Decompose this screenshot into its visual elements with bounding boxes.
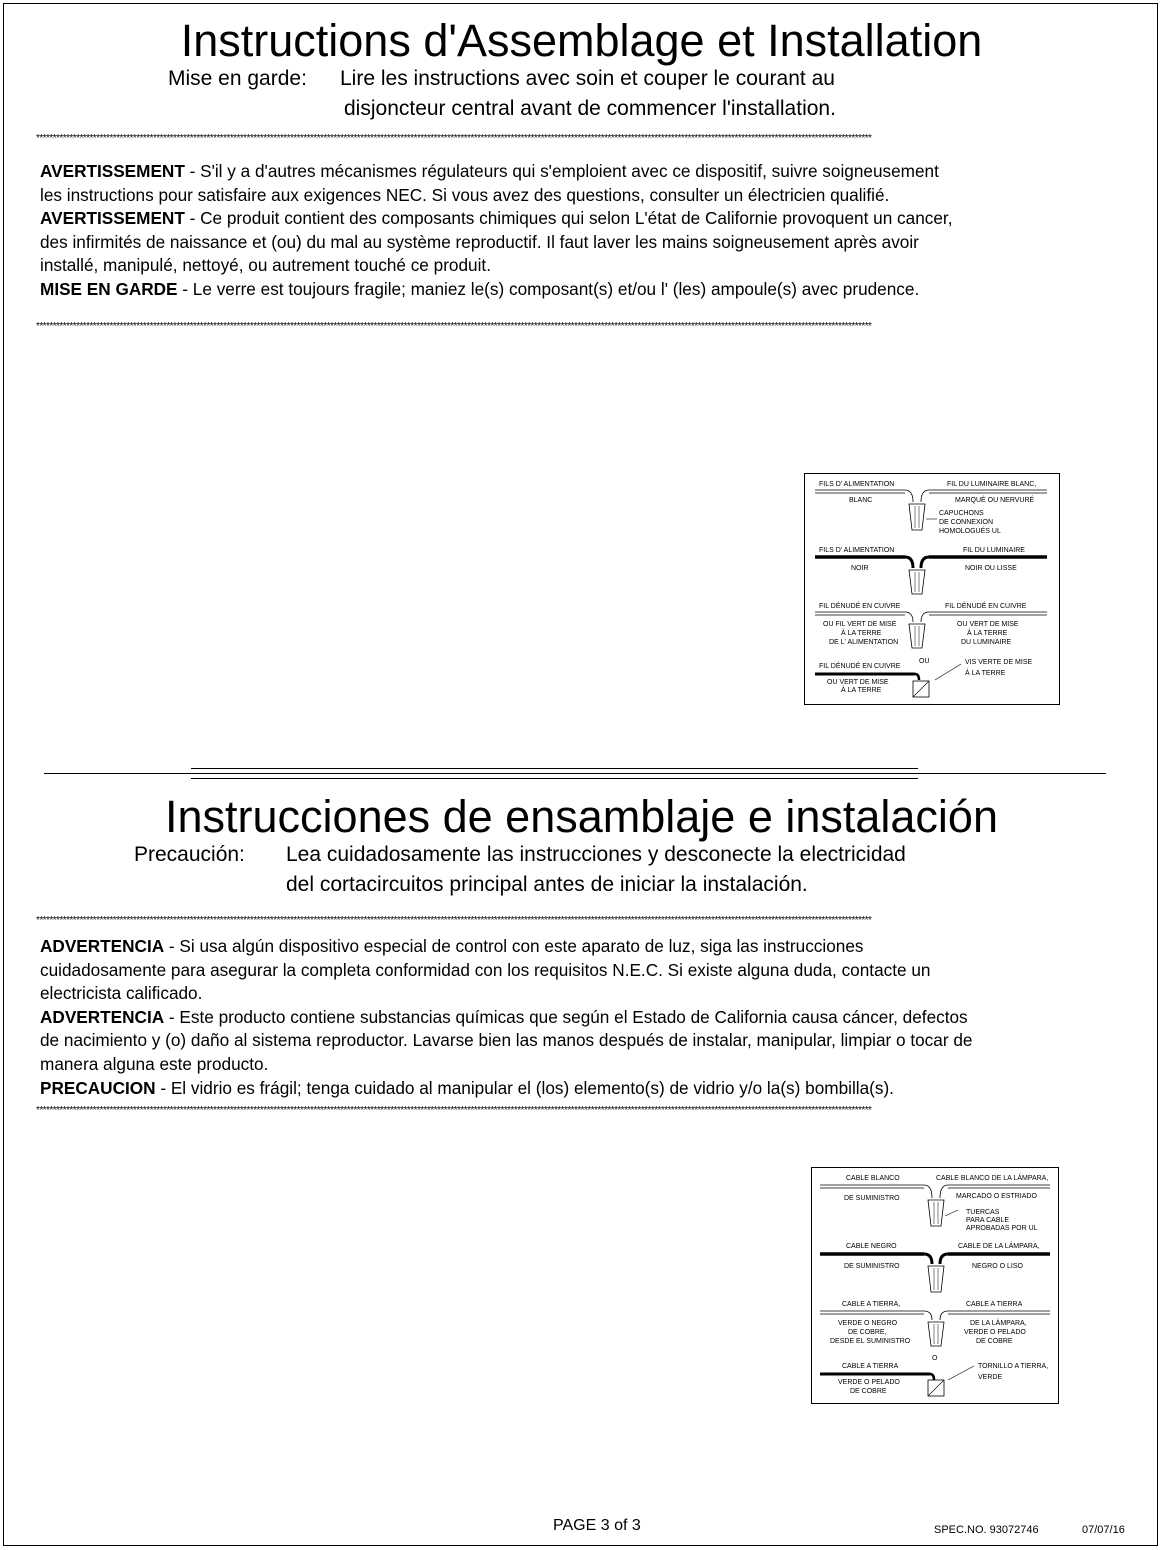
diagram-label: FIL DU LUMINAIRE [963, 547, 1025, 554]
spanish-title: Instrucciones de ensamblaje e instalación [165, 791, 998, 842]
diagram-label: OU [919, 658, 930, 665]
diagram-label: PARA CABLE [966, 1217, 1010, 1224]
diagram-label: VERDE O PELADO [838, 1379, 900, 1386]
diagram-label: DE L' ALIMENTATION [829, 639, 899, 646]
french-caution-label: Mise en garde: [168, 67, 307, 90]
diagram-label: CABLE BLANCO [846, 1175, 900, 1182]
spanish-caution2-label: PRECAUCION [40, 1077, 156, 1098]
diagram-label: CABLE A TIERRA, [842, 1301, 901, 1308]
diagram-label: OU VERT DE MISE [827, 679, 889, 686]
diagram-label: DU LUMINAIRE [961, 639, 1012, 646]
french-warning2-line2: des infirmités de naissance et (ou) du mal au système reproductif. Il faut laver les mains soigneusement après avoir [40, 231, 919, 252]
diagram-label: FILS D' ALIMENTATION [819, 481, 895, 488]
diagram-label: OU FIL VERT DE MISE [823, 621, 897, 628]
diagram-label: FIL DU LUMINAIRE BLANC, [947, 481, 1037, 488]
diagram-label: BLANC [849, 497, 873, 504]
diagram-label: TUERCAS [966, 1209, 1000, 1216]
separator-stars: ********************************************************************************************************************************************************************************************************************************************************** [36, 134, 872, 143]
document-date: 07/07/16 [1082, 1524, 1125, 1536]
diagram-label: CABLE DE LA LÁMPARA, [958, 1243, 1040, 1250]
diagram-label: À LA TERRE [965, 670, 1006, 677]
diagram-label: À LA TERRE [841, 630, 882, 637]
french-warning1-line2: les instructions pour satisfaire aux exigences NEC. Si vous avez des questions, consulter un électricien qualifié. [40, 184, 890, 205]
spanish-warnings [40, 935, 972, 1100]
spanish-caution-label: Precaución: [134, 843, 245, 866]
spanish-warning2-line3: manera alguna este producto. [40, 1053, 269, 1074]
diagram-label: FIL DÉNUDÉ EN CUIVRE [945, 603, 1027, 610]
diagram-label: À LA TERRE [841, 687, 882, 694]
diagram-label: FILS D' ALIMENTATION [819, 547, 895, 554]
page-number: PAGE 3 of 3 [553, 1517, 641, 1534]
diagram-label: MARQUÉ OU NERVURÉ [955, 497, 1035, 504]
diagram-label: DE COBRE, [848, 1329, 887, 1336]
section-divider [191, 778, 918, 779]
diagram-label: TORNILLO A TIERRA, [978, 1363, 1049, 1370]
diagram-label: CABLE BLANCO DE LA LÁMPARA, [936, 1175, 1049, 1182]
diagram-label: DE COBRE [850, 1388, 887, 1395]
diagram-label: MARCADO O ESTRIADO [956, 1193, 1037, 1200]
spanish-wiring-diagram [811, 1167, 1059, 1404]
diagram-label: FIL DÉNUDÉ EN CUIVRE [819, 603, 901, 610]
separator-stars: ********************************************************************************************************************************************************************************************************************************************************** [36, 916, 872, 925]
section-divider [191, 768, 918, 769]
french-warning1-label: AVERTISSEMENT [40, 161, 185, 181]
diagram-label: O [932, 1355, 938, 1362]
diagram-label: À LA TERRE [967, 630, 1008, 637]
french-warnings [40, 160, 952, 302]
spanish-warning1-line2: cuidadosamente para asegurar la completa conformidad con los requisitos N.E.C. Si existe alguna duda, contacte un [40, 959, 931, 980]
diagram-label: HOMOLOGUÉS UL [939, 528, 1001, 535]
diagram-label: CABLE A TIERRA [966, 1301, 1023, 1308]
diagram-label: NOIR OU LISSE [965, 565, 1017, 572]
spanish-warning2-label: ADVERTENCIA [40, 1006, 165, 1027]
diagram-label: VERDE O NEGRO [838, 1320, 898, 1327]
french-caution2-line1: - Le verre est toujours fragile; maniez le(s) composant(s) et/ou l' (les) ampoule(s) avec prudence. [177, 278, 920, 299]
spanish-caution2-line1: - El vidrio es frágil; tenga cuidado al manipular el (los) elemento(s) de vidrio y/o la(s) bombilla(s). [155, 1077, 894, 1098]
diagram-label: APROBADAS POR UL [966, 1225, 1038, 1232]
diagram-label: FIL DÉNUDÉ EN CUIVRE [819, 663, 901, 670]
diagram-label: DE CONNEXION [939, 519, 994, 526]
spanish-warning2-line1: - Este producto contiene substancias químicas que según el Estado de California causa cáncer, defectos [164, 1006, 968, 1027]
spanish-warning1-label: ADVERTENCIA [40, 936, 165, 956]
diagram-label: CAPUCHONS [939, 510, 984, 517]
spec-number: SPEC.NO. 93072746 [934, 1524, 1039, 1536]
diagram-label: DE LA LÁMPARA, [970, 1320, 1027, 1327]
spanish-caution-line2: del cortacircuitos principal antes de iniciar la instalación. [286, 873, 808, 896]
section-divider [44, 773, 1106, 774]
french-warning2-line3: installé, manipulé, nettoyé, ou autrement touché ce produit. [40, 255, 491, 276]
diagram-label: CABLE A TIERRA [842, 1363, 899, 1370]
spanish-caution-line1: Lea cuidadosamente las instrucciones y desconecte la electricidad [286, 843, 906, 866]
diagram-label: OU VERT DE MISE [957, 621, 1019, 628]
diagram-label: VERDE [978, 1374, 1003, 1381]
diagram-label: DE SUMINISTRO [844, 1195, 900, 1202]
french-caution2-label: MISE EN GARDE [40, 278, 178, 299]
french-caution-line1: Lire les instructions avec soin et couper le courant au [340, 67, 835, 90]
separator-stars: ********************************************************************************************************************************************************************************************************************************************************** [36, 1106, 872, 1115]
french-warning2-label: AVERTISSEMENT [40, 208, 185, 229]
diagram-label: DESDE EL SUMINISTRO [830, 1338, 911, 1345]
diagram-label: VIS VERTE DE MISE [965, 659, 1033, 666]
spanish-warning2-line2: de nacimiento y (o) daño al sistema reproductor. Lavarse bien las manos después de instalar, manipular, limpiar o tocar de [40, 1030, 973, 1051]
french-warning2-line1: - Ce produit contient des composants chimiques qui selon L'état de Californie provoquent un cancer, [184, 208, 953, 229]
diagram-label: CABLE NEGRO [846, 1243, 897, 1250]
diagram-label: NEGRO O LISO [972, 1263, 1023, 1270]
french-title: Instructions d'Assemblage et Installation [180, 15, 983, 66]
diagram-label: DE SUMINISTRO [844, 1263, 900, 1270]
diagram-label: NOIR [851, 565, 869, 572]
french-warning1-line1: - S'il y a d'autres mécanismes régulateurs qui s'emploient avec ce dispositif, suivre soigneusement [184, 161, 939, 181]
diagram-label: DE COBRE [976, 1338, 1013, 1345]
separator-stars: ********************************************************************************************************************************************************************************************************************************************************** [36, 322, 872, 331]
diagram-label: VERDE O PELADO [964, 1329, 1026, 1336]
spanish-warning1-line3: electricista calificado. [40, 983, 203, 1004]
french-caution-line2: disjoncteur central avant de commencer l'installation. [344, 97, 836, 120]
french-wiring-diagram [804, 473, 1060, 705]
spanish-warning1-line1: - Si usa algún dispositivo especial de control con este aparato de luz, siga las instrucciones [164, 936, 864, 956]
